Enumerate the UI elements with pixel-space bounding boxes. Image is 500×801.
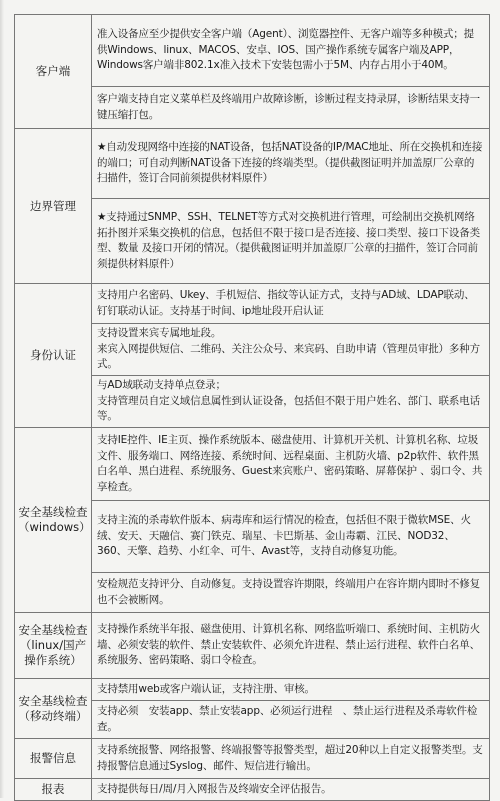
category-cell-alarm: 报警信息 xyxy=(15,739,92,779)
category-cell-auth: 身份认证 xyxy=(15,284,92,428)
spec-cell: 支持系统报警、网络报警、终端报警等报警类型，超过20种以上自定义报警类型。支持报警信息通过Syslog、邮件、短信进行输出。 xyxy=(92,739,490,779)
table-row xyxy=(15,428,490,501)
category-cell-client: 客户端 xyxy=(15,15,92,129)
category-cell-baseline-mobile: 安全基线检查（移动终端） xyxy=(15,679,92,739)
table-row xyxy=(15,779,490,801)
spec-cell: 安检规范支持评分、自动修复。支持设置容许期限，终端用户在容许期内即时不修复也不会被断网。 xyxy=(92,573,490,613)
spec-cell: 支持必须 安装app、禁止安装app、必须运行进程 、禁止运行进程及杀毒软件检查。 xyxy=(92,701,490,739)
spec-cell: 支持主流的杀毒软件版本、病毒库和运行情况的检查，包括但不限于微软MSE、火绒、安天、天融信、赛门铁克、瑞星、卡巴斯基、金山毒霸、江民、NOD32、360、天擎、趋势、小红伞、可牛、Avast等，支持自动修复功能。 xyxy=(92,501,490,573)
spec-cell: 客户端支持自定义菜单栏及终端用户故障诊断，诊断过程支持录屏，诊断结果支持一键压缩打包。 xyxy=(92,87,490,129)
spec-cell: 支持用户名密码、Ukey、手机短信、指纹等认证方式，支持与AD域、LDAP联动、钉钉联动认证。支持基于时间、ip地址段开启认证 xyxy=(92,284,490,324)
table-row xyxy=(15,739,490,779)
spec-cell: 支持设置来宾专属地址段。 来宾入网提供短信、二维码、关注公众号、来宾码、自助申请（管理员审批）多种方式。 xyxy=(92,324,490,376)
table-row xyxy=(15,613,490,679)
spec-cell: 支持禁用web或客户端认证，支持注册、审核。 xyxy=(92,679,490,701)
table-row xyxy=(15,679,490,701)
table-row xyxy=(15,129,490,199)
spec-cell: ★自动发现网络中连接的NAT设备，包括NAT设备的IP/MAC地址、所在交换机和连接的端口；可自动判断NAT设备下连接的终端类型。（提供截图证明并加盖原厂公章的扫描件，签订合同前须提供材料原件） xyxy=(92,129,490,199)
category-cell-baseline-windows: 安全基线检查（windows） xyxy=(15,428,92,613)
spec-cell: ★支持通过SNMP、SSH、TELNET等方式对交换机进行管理，可绘制出交换机网络拓扑图并采集交换机的信息，包括但不限于接口是否连接、接口类型、接口下设备类型、数量 及接口开闭的情况。（提供截图证明并加盖原厂公章的扫描件，签订合同前须提供材料原件） xyxy=(92,199,490,284)
document-page xyxy=(14,14,490,796)
spec-cell: 准入设备应至少提供安全客户端（Agent）、浏览器控件、无客户端等多种模式；提供Windows、linux、MACOS、安卓、IOS、国产操作系统专属客户端及APP，Windows客户端非802.1x准入技术下安装包需小于5M、内存占用小于40M。 xyxy=(92,15,490,87)
table-row xyxy=(15,15,490,87)
spec-table xyxy=(14,14,490,801)
category-cell-baseline-linux: 安全基线检查（linux/国产操作系统） xyxy=(15,613,92,679)
spec-cell: 支持操作系统半年报、磁盘使用、计算机名称、网络监听端口、系统时间、主机防火墙、必须安装的软件、禁止安装软件、必须允许进程、禁止运行进程、软件白名单、系统服务、密码策略、弱口令检查。 xyxy=(92,613,490,679)
category-cell-boundary: 边界管理 xyxy=(15,129,92,284)
category-cell-report: 报表 xyxy=(15,779,92,801)
spec-cell: 支持提供每日/周/月入网报告及终端安全评估报告。 xyxy=(92,779,490,801)
spec-cell: 与AD域联动支持单点登录； 支持管理员自定义域信息属性到认证设备，包括但不限于用户姓名、部门、联系电话等。 xyxy=(92,376,490,428)
page-edge-shadow xyxy=(0,0,4,798)
spec-cell: 支持IE控件、IE主页、操作系统版本、磁盘使用、计算机开关机、计算机名称、垃圾文件、服务端口、网络连接、系统时间、远程桌面、主机防火墙、p2p软件、软件黑白名单、黑白进程、系统服务、Guest来宾账户、密码策略、屏幕保护 、弱口令、共享检查。 xyxy=(92,428,490,501)
table-row xyxy=(15,284,490,324)
